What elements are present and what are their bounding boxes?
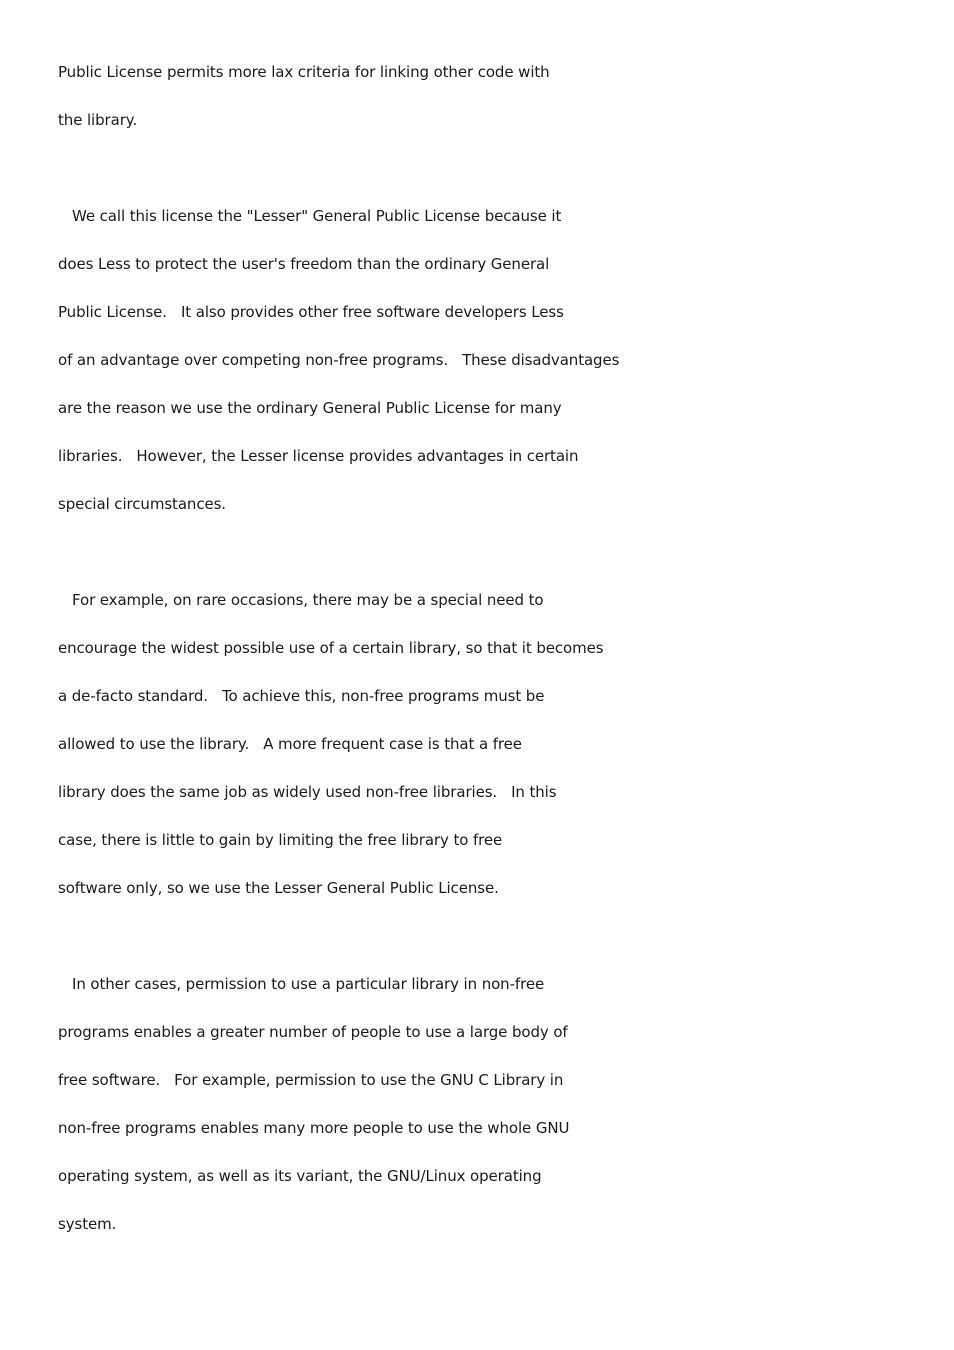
text-line: of an advantage over competing non-free programs. These disadvantages [58,351,620,369]
blank-line [58,156,918,204]
text-line: the library. [58,111,138,129]
text-line: non-free programs enables many more people to use the whole GNU [58,1119,570,1137]
document-body [58,60,918,1260]
text-line: libraries. However, the Lesser license provides advantages in certain [58,447,579,465]
text-line: In other cases, permission to use a particular library in non-free [58,975,545,993]
text-line: are the reason we use the ordinary General Public License for many [58,399,562,417]
text-line: allowed to use the library. A more frequent case is that a free [58,735,522,753]
text-line: special circumstances. [58,495,226,513]
text-line: software only, so we use the Lesser General Public License. [58,879,499,897]
text-line: programs enables a greater number of people to use a large body of [58,1023,568,1041]
text-line: free software. For example, permission to use the GNU C Library in [58,1071,564,1089]
text-line: system. [58,1215,117,1233]
text-line: does Less to protect the user's freedom than the ordinary General [58,255,550,273]
text-line: Public License permits more lax criteria for linking other code with [58,63,550,81]
text-line: encourage the widest possible use of a certain library, so that it becomes [58,639,604,657]
text-line: operating system, as well as its variant, the GNU/Linux operating [58,1167,542,1185]
text-line: Public License. It also provides other free software developers Less [58,303,564,321]
blank-line [58,540,918,588]
text-line: a de-facto standard. To achieve this, non-free programs must be [58,687,545,705]
text-line: library does the same job as widely used non-free libraries. In this [58,783,557,801]
text-line: For example, on rare occasions, there may be a special need to [58,591,544,609]
text-line: case, there is little to gain by limiting the free library to free [58,831,503,849]
text-line: We call this license the "Lesser" General Public License because it [58,207,562,225]
blank-line [58,924,918,972]
